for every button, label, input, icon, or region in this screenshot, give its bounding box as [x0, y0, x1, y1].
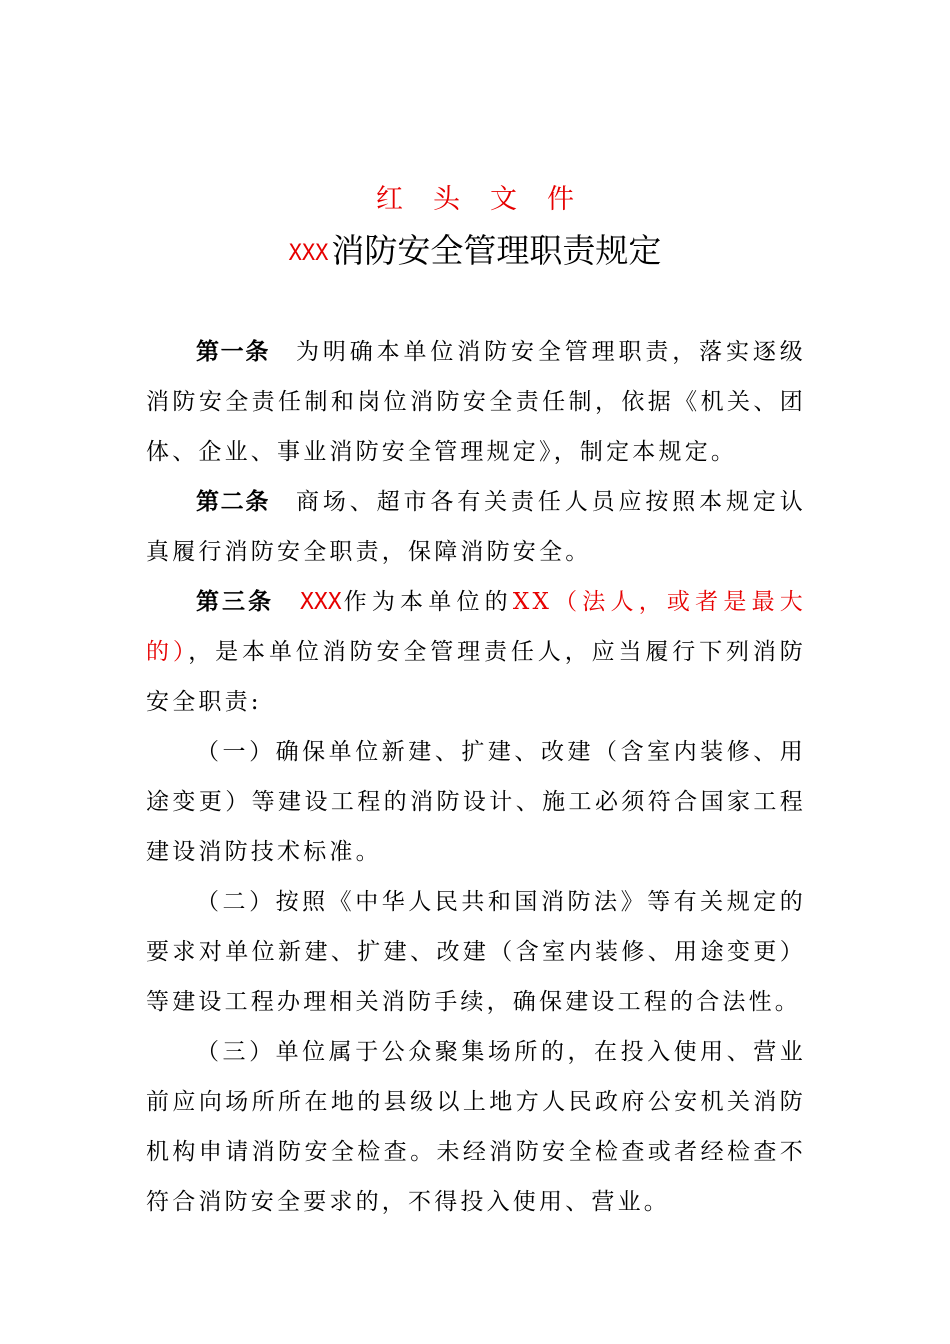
list-item: （二）按照《中华人民共和国消防法》等有关规定的要求对单位新建、扩建、改建（含室内装修、用途变更）等建设工程办理相关消防手续，确保建设工程的合法性。	[146, 889, 806, 1015]
document-body	[146, 327, 806, 1227]
article-text: 作为本单位的	[341, 589, 513, 615]
article-1	[146, 327, 806, 477]
list-item: （一）确保单位新建、扩建、改建（含室内装修、用途变更）等建设工程的消防设计、施工必须符合国家工程建设消防技术标准。	[146, 739, 806, 865]
article-text: 为明确本单位消防安全管理职责，落实逐级消防安全责任制和岗位消防安全责任制，依据《机关、团体、企业、事业消防安全管理规定》，制定本规定。	[146, 339, 806, 465]
document-title	[0, 228, 950, 277]
article-number: 第一条	[196, 339, 271, 365]
article-text: ，是本单位消防安全管理责任人，应当履行下列消防安全职责:	[146, 639, 806, 715]
title-prefix-placeholder: XXX	[288, 241, 329, 266]
article-text: 商场、超市各有关责任人员应按照本规定认真履行消防安全职责，保障消防安全。	[146, 489, 806, 565]
article-3	[146, 577, 806, 727]
article-number: 第三条	[196, 589, 275, 615]
red-header-label: 红头文件	[376, 184, 604, 215]
name-placeholder: XXX	[300, 589, 342, 615]
list-item: （三）单位属于公众聚集场所的，在投入使用、营业前应向场所所在地的县级以上地方人民政府公安机关消防机构申请消防安全检查。未经消防安全检查或者经检查不符合消防安全要求的，不得投入使用、营业。	[146, 1039, 806, 1215]
article-2	[146, 477, 806, 577]
role-placeholder: XX（法人，或者是最大的）	[146, 589, 806, 665]
title-text: 消防安全管理职责规定	[331, 231, 662, 270]
article-number: 第二条	[196, 489, 271, 515]
